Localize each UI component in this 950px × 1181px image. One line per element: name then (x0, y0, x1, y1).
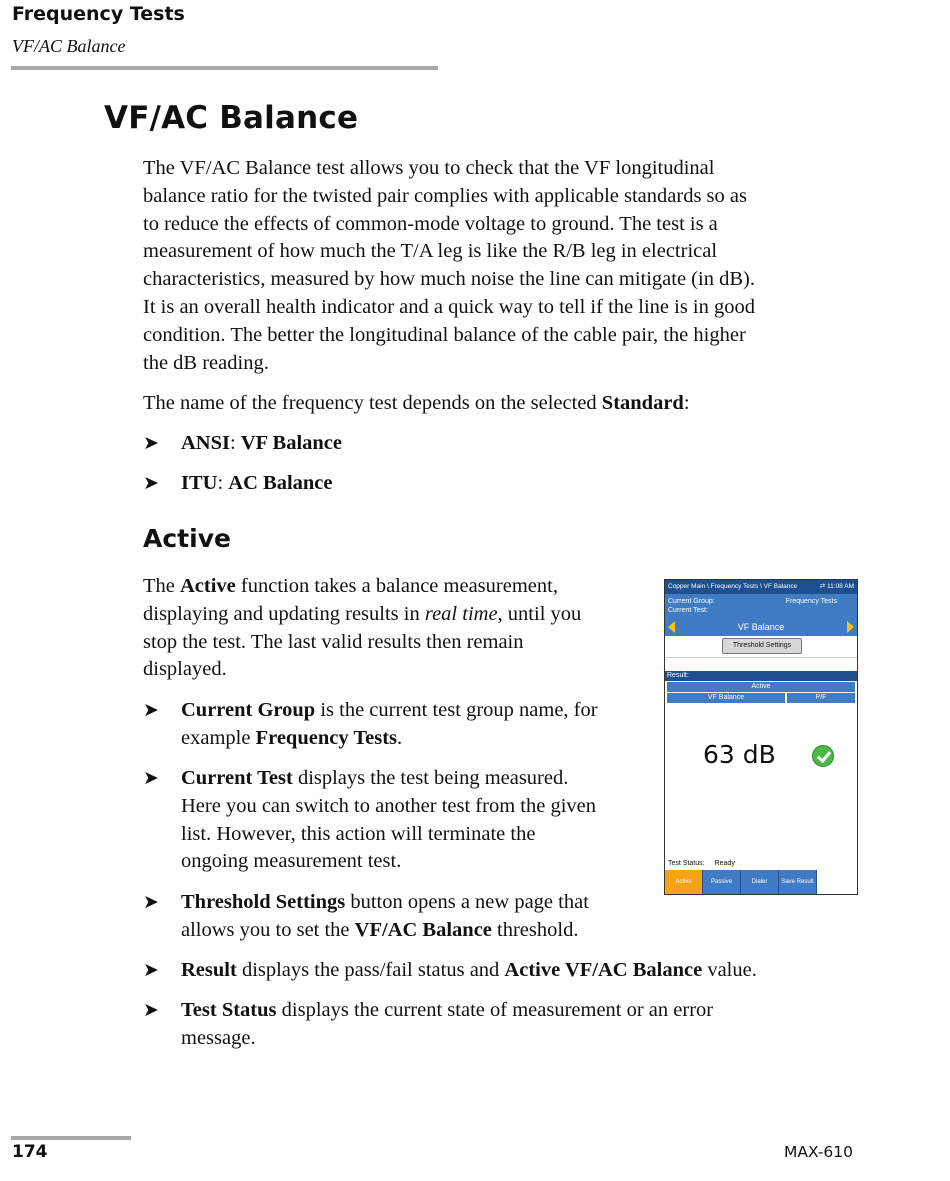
list-item (143, 470, 333, 498)
term: Threshold Settings (181, 891, 346, 913)
tab-active[interactable]: Active (665, 870, 703, 894)
text: displaying and updating results in (143, 602, 425, 625)
current-test-selector[interactable] (665, 618, 857, 636)
test-status-value: Ready (714, 860, 735, 867)
device-clock: ⇄ 11:08 AM (819, 583, 854, 590)
current-group-panel (665, 594, 857, 618)
result-columns (667, 693, 855, 703)
col-vf-balance: VF Balance (667, 693, 785, 703)
threshold-area (665, 636, 857, 658)
list-item (143, 430, 342, 458)
product-name: MAX-610 (784, 1143, 854, 1161)
standard-paragraph (143, 390, 690, 418)
text: , until you (497, 602, 582, 625)
text: allows you to set the (181, 918, 355, 941)
arrow-bullet-icon: ➤ (143, 433, 159, 454)
intro-line: condition. The better the longitudinal balance of the cable pair, the higher (143, 323, 746, 346)
text: displays the test being measured. (292, 767, 569, 789)
result-label: Result: (665, 671, 857, 681)
device-title-bar (665, 580, 857, 594)
device-screenshot (664, 579, 858, 895)
active-heading: Active (143, 524, 231, 553)
arrow-bullet-icon: ➤ (143, 768, 159, 789)
test-status-label: Test Status: (668, 860, 705, 867)
text: button opens a new page that (345, 891, 589, 913)
standard-name: ITU (181, 472, 218, 494)
tab-save-result[interactable]: Save Result (779, 870, 817, 894)
standard-test: AC Balance (228, 472, 333, 494)
term: Test Status (181, 999, 277, 1021)
device-tab-bar (665, 870, 817, 894)
threshold-settings-button[interactable]: Threshold Settings (722, 638, 802, 654)
text: function takes a balance measurement, (235, 575, 558, 597)
text: value. (702, 959, 757, 981)
section-subtitle: VF/AC Balance (12, 36, 126, 56)
text: displays the pass/fail status and (236, 959, 505, 981)
list-item (143, 889, 589, 945)
text: message. (181, 1026, 256, 1049)
current-group-value: Frequency Tests (785, 598, 837, 605)
list-item (143, 957, 757, 985)
device-breadcrumb: Copper Main \ Frequency Tests \ VF Balance (668, 583, 798, 590)
chapter-title: Frequency Tests (12, 3, 185, 25)
tab-passive[interactable]: Passive (703, 870, 741, 894)
current-test-label: Current Test: (668, 607, 708, 614)
text: example (181, 726, 256, 749)
active-paragraph (143, 573, 581, 684)
text: is the current test group name, for (315, 699, 598, 721)
running-header (12, 2, 438, 58)
text: displayed. (143, 658, 227, 681)
text: list. However, this action will terminate the (181, 822, 536, 845)
text: The (143, 575, 180, 597)
arrow-bullet-icon: ➤ (143, 1000, 159, 1021)
bold-text: Active (180, 575, 236, 597)
tab-dialer[interactable]: Dialer (741, 870, 779, 894)
arrow-bullet-icon: ➤ (143, 892, 159, 913)
page-number: 174 (12, 1142, 48, 1162)
text: stop the test. The last valid results then remain (143, 630, 524, 653)
intro-line: The VF/AC Balance test allows you to check that the VF longitudinal (143, 157, 715, 179)
text: displays the current state of measurement or an error (276, 999, 714, 1021)
arrow-bullet-icon: ➤ (143, 960, 159, 981)
intro-line: to reduce the effects of common-mode voltage to ground. The test is a (143, 212, 718, 235)
col-pass-fail: P/F (787, 693, 855, 703)
previous-test-icon[interactable] (668, 621, 675, 633)
test-status (668, 860, 735, 867)
standard-bold: Standard (601, 392, 684, 414)
term: Result (181, 959, 237, 981)
page-title: VF/AC Balance (104, 100, 359, 136)
check-circle-icon (812, 745, 834, 767)
list-item (143, 997, 713, 1053)
balance-value: 63 dB (703, 740, 776, 769)
next-test-icon[interactable] (847, 621, 854, 633)
intro-line: balance ratio for the twisted pair complies with applicable standards so as (143, 184, 747, 207)
text: . (397, 726, 403, 749)
footer-rule (11, 1136, 131, 1140)
header-rule (11, 66, 438, 70)
standard-colon: : (683, 392, 690, 414)
text: ongoing measurement test. (181, 850, 402, 873)
list-item (143, 765, 596, 876)
arrow-bullet-icon: ➤ (143, 700, 159, 721)
term: Current Group (181, 699, 316, 721)
bold-text: VF/AC Balance (354, 918, 492, 941)
standard-text: The name of the frequency test depends on the selected (143, 392, 602, 414)
intro-line: the dB reading. (143, 351, 269, 374)
intro-line: measurement of how much the T/A leg is like the R/B leg in electrical (143, 240, 718, 263)
list-item (143, 697, 598, 753)
bold-text: Frequency Tests (255, 726, 398, 749)
arrow-bullet-icon: ➤ (143, 473, 159, 494)
intro-line: It is an overall health indicator and a quick way to tell if the line is in good (143, 295, 755, 318)
intro-paragraph (143, 155, 755, 377)
separator: : (230, 432, 241, 454)
standard-name: ANSI (181, 432, 230, 454)
current-test-value: VF Balance (737, 622, 785, 632)
current-group-label: Current Group: (668, 598, 715, 605)
intro-line: characteristics, measured by how much noise the line can mitigate (in dB). (143, 268, 755, 291)
italic-text: real time (424, 602, 498, 625)
standard-test: VF Balance (240, 432, 342, 454)
text: Here you can switch to another test from the given (181, 794, 596, 817)
result-mode-bar: Active (667, 682, 855, 692)
text: threshold. (491, 918, 579, 941)
term: Current Test (181, 767, 293, 789)
separator: : (217, 472, 229, 494)
bold-text: Active VF/AC Balance (504, 959, 703, 981)
